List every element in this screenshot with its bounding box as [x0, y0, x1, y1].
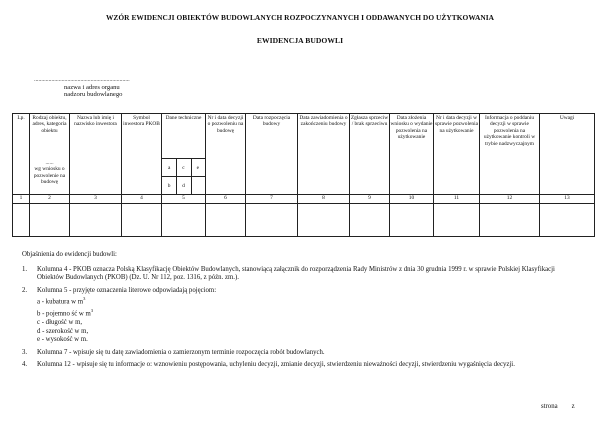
register-table	[12, 113, 595, 237]
table-header-row	[13, 114, 595, 195]
col-number: 12	[480, 195, 540, 204]
header-nazwa: Nazwa lub imię i nazwisko inwestora	[70, 114, 122, 195]
page-of-label: z	[571, 403, 575, 410]
note-4	[22, 361, 582, 370]
header-decyzja: Nr i data decyzji w sprawie pozwolenia na użytkowanie	[434, 114, 480, 195]
authority-block	[34, 76, 130, 99]
col-number: 5	[162, 195, 206, 204]
header-sprzeciw: Zgłasza sprzeciw / brak sprzeciwu	[350, 114, 390, 195]
col-number: 13	[540, 195, 595, 204]
header-uwagi: Uwagi	[540, 114, 595, 195]
note-text: Kolumna 12 - wpisuje się tu informacje o: wznowieniu postępowania, uchyleniu decyzji, zmianie decyzji, stwierdzeniu nieważności decyzji, stwierdzeniu wygaśnięcia decyzji.	[37, 361, 515, 369]
header-data-rozpoczecia: Data rozpoczęcia budowy	[246, 114, 298, 195]
note-1	[22, 266, 582, 283]
note-number: 3.	[22, 348, 28, 356]
table-cell[interactable]	[434, 204, 480, 237]
dane-subrow-1	[162, 158, 205, 177]
header-lp: Lp.	[13, 114, 30, 195]
table-row	[13, 204, 595, 237]
col-number: 2	[30, 195, 70, 204]
definition-d: d - szerokość w m,	[37, 327, 89, 335]
header-symbol: Symbol inwestora PKOB	[122, 114, 162, 195]
document-subtitle: EWIDENCJA BUDOWLI	[256, 36, 344, 45]
authority-label-2: nadzoru budowlanego	[64, 91, 123, 99]
col-number: 4	[122, 195, 162, 204]
page-footer	[541, 403, 575, 410]
header-dane	[162, 114, 206, 195]
dane-a: a	[167, 165, 171, 171]
table-cell[interactable]	[350, 204, 390, 237]
table-cell[interactable]	[70, 204, 122, 237]
table-cell[interactable]	[122, 204, 162, 237]
dane-b: b	[167, 183, 171, 189]
header-zlozenie: Data złożenia wniosku o wydanie pozwolenia na użytkowanie	[390, 114, 434, 195]
col-number: 11	[434, 195, 480, 204]
note-text: Kolumna 7 - wpisuje się tu datę zawiadomienia o zamierzonym terminie rozpoczęcia robót budowlanych.	[37, 348, 325, 356]
document-title: WZÓR EWIDENCJI OBIEKTÓW BUDOWLANYCH ROZPOCZYNANYCH I ODDAWANYCH DO UŻYTKOWANIA	[105, 13, 495, 22]
definition-a: a - kubatura w $m^3$	[37, 296, 86, 306]
col-number: 6	[206, 195, 246, 204]
note-number: 4.	[22, 361, 28, 369]
header-zawiadomienie: Data zawiadomienia o zakończeniu budowy	[298, 114, 350, 195]
header-rodzaj-wg: wg wniosku o pozwolenie na budowę	[33, 166, 66, 186]
header-informacja: Informacja o poddaniu decyzji w sprawie pozwolenia na użytkowanie kontroli w trybie nadzwyczajnym	[480, 114, 540, 195]
explanations	[22, 251, 582, 370]
column-number-row	[13, 195, 595, 204]
dane-d: d	[182, 183, 185, 189]
header-pozwolenie: Nr i data decyzji o pozwoleniu na budowę	[206, 114, 246, 195]
note-text: Kolumna 5 - przyjęte oznaczenia literowe odpowiadają pojęciom:	[37, 286, 217, 294]
table-cell[interactable]	[390, 204, 434, 237]
header-rodzaj-label: Rodzaj obiektu, adres, kategoria obiektu	[32, 115, 67, 134]
dane-subrow-2	[162, 176, 205, 195]
definition-e: e - wysokość w m.	[37, 336, 88, 344]
authority-label-1: nazwa i adres organu	[64, 83, 120, 91]
table-cell[interactable]	[30, 204, 70, 237]
col-number: 7	[246, 195, 298, 204]
dane-c: c	[182, 165, 185, 171]
col-number: 10	[390, 195, 434, 204]
header-rodzaj	[30, 114, 70, 195]
table-cell[interactable]	[298, 204, 350, 237]
table-cell[interactable]	[540, 204, 595, 237]
note-number: 2.	[22, 286, 28, 294]
definition-b: b - pojemno ść w $m^3$	[37, 308, 94, 318]
page-label: strona	[541, 403, 558, 410]
table-cell[interactable]	[162, 204, 206, 237]
authority-dotted-line: ..................................................................	[34, 76, 130, 83]
table-cell[interactable]	[206, 204, 246, 237]
note-text: Kolumna 4 - PKOB oznacza Polską Klasyfikację Obiektów Budowlanych, stanowiącą załącznik do rozporządzenia Rady Ministrów z dnia 30 grudnia 1999 r. w sprawie Polskiej Klasyfikacji Obiektów Budowlanych (PKOB) (Dz. U. Nr 112, poz. 1316, z późn. zm.).	[37, 265, 555, 282]
header-rodzaj-dots: ......	[45, 160, 54, 166]
col-number: 1	[13, 195, 30, 204]
table-cell[interactable]	[13, 204, 30, 237]
explanations-heading: Objaśnienia do ewidencji budowli:	[22, 251, 117, 258]
header-dane-label: Dane techniczne	[165, 115, 202, 121]
col-number: 8	[298, 195, 350, 204]
col-number: 9	[350, 195, 390, 204]
note-2	[22, 287, 582, 296]
table-cell[interactable]	[246, 204, 298, 237]
dane-e: e	[196, 165, 199, 171]
note-3	[22, 349, 582, 358]
definition-c: c - długość w m,	[37, 319, 83, 327]
note-number: 1.	[22, 265, 28, 273]
col-number: 3	[70, 195, 122, 204]
table-cell[interactable]	[480, 204, 540, 237]
